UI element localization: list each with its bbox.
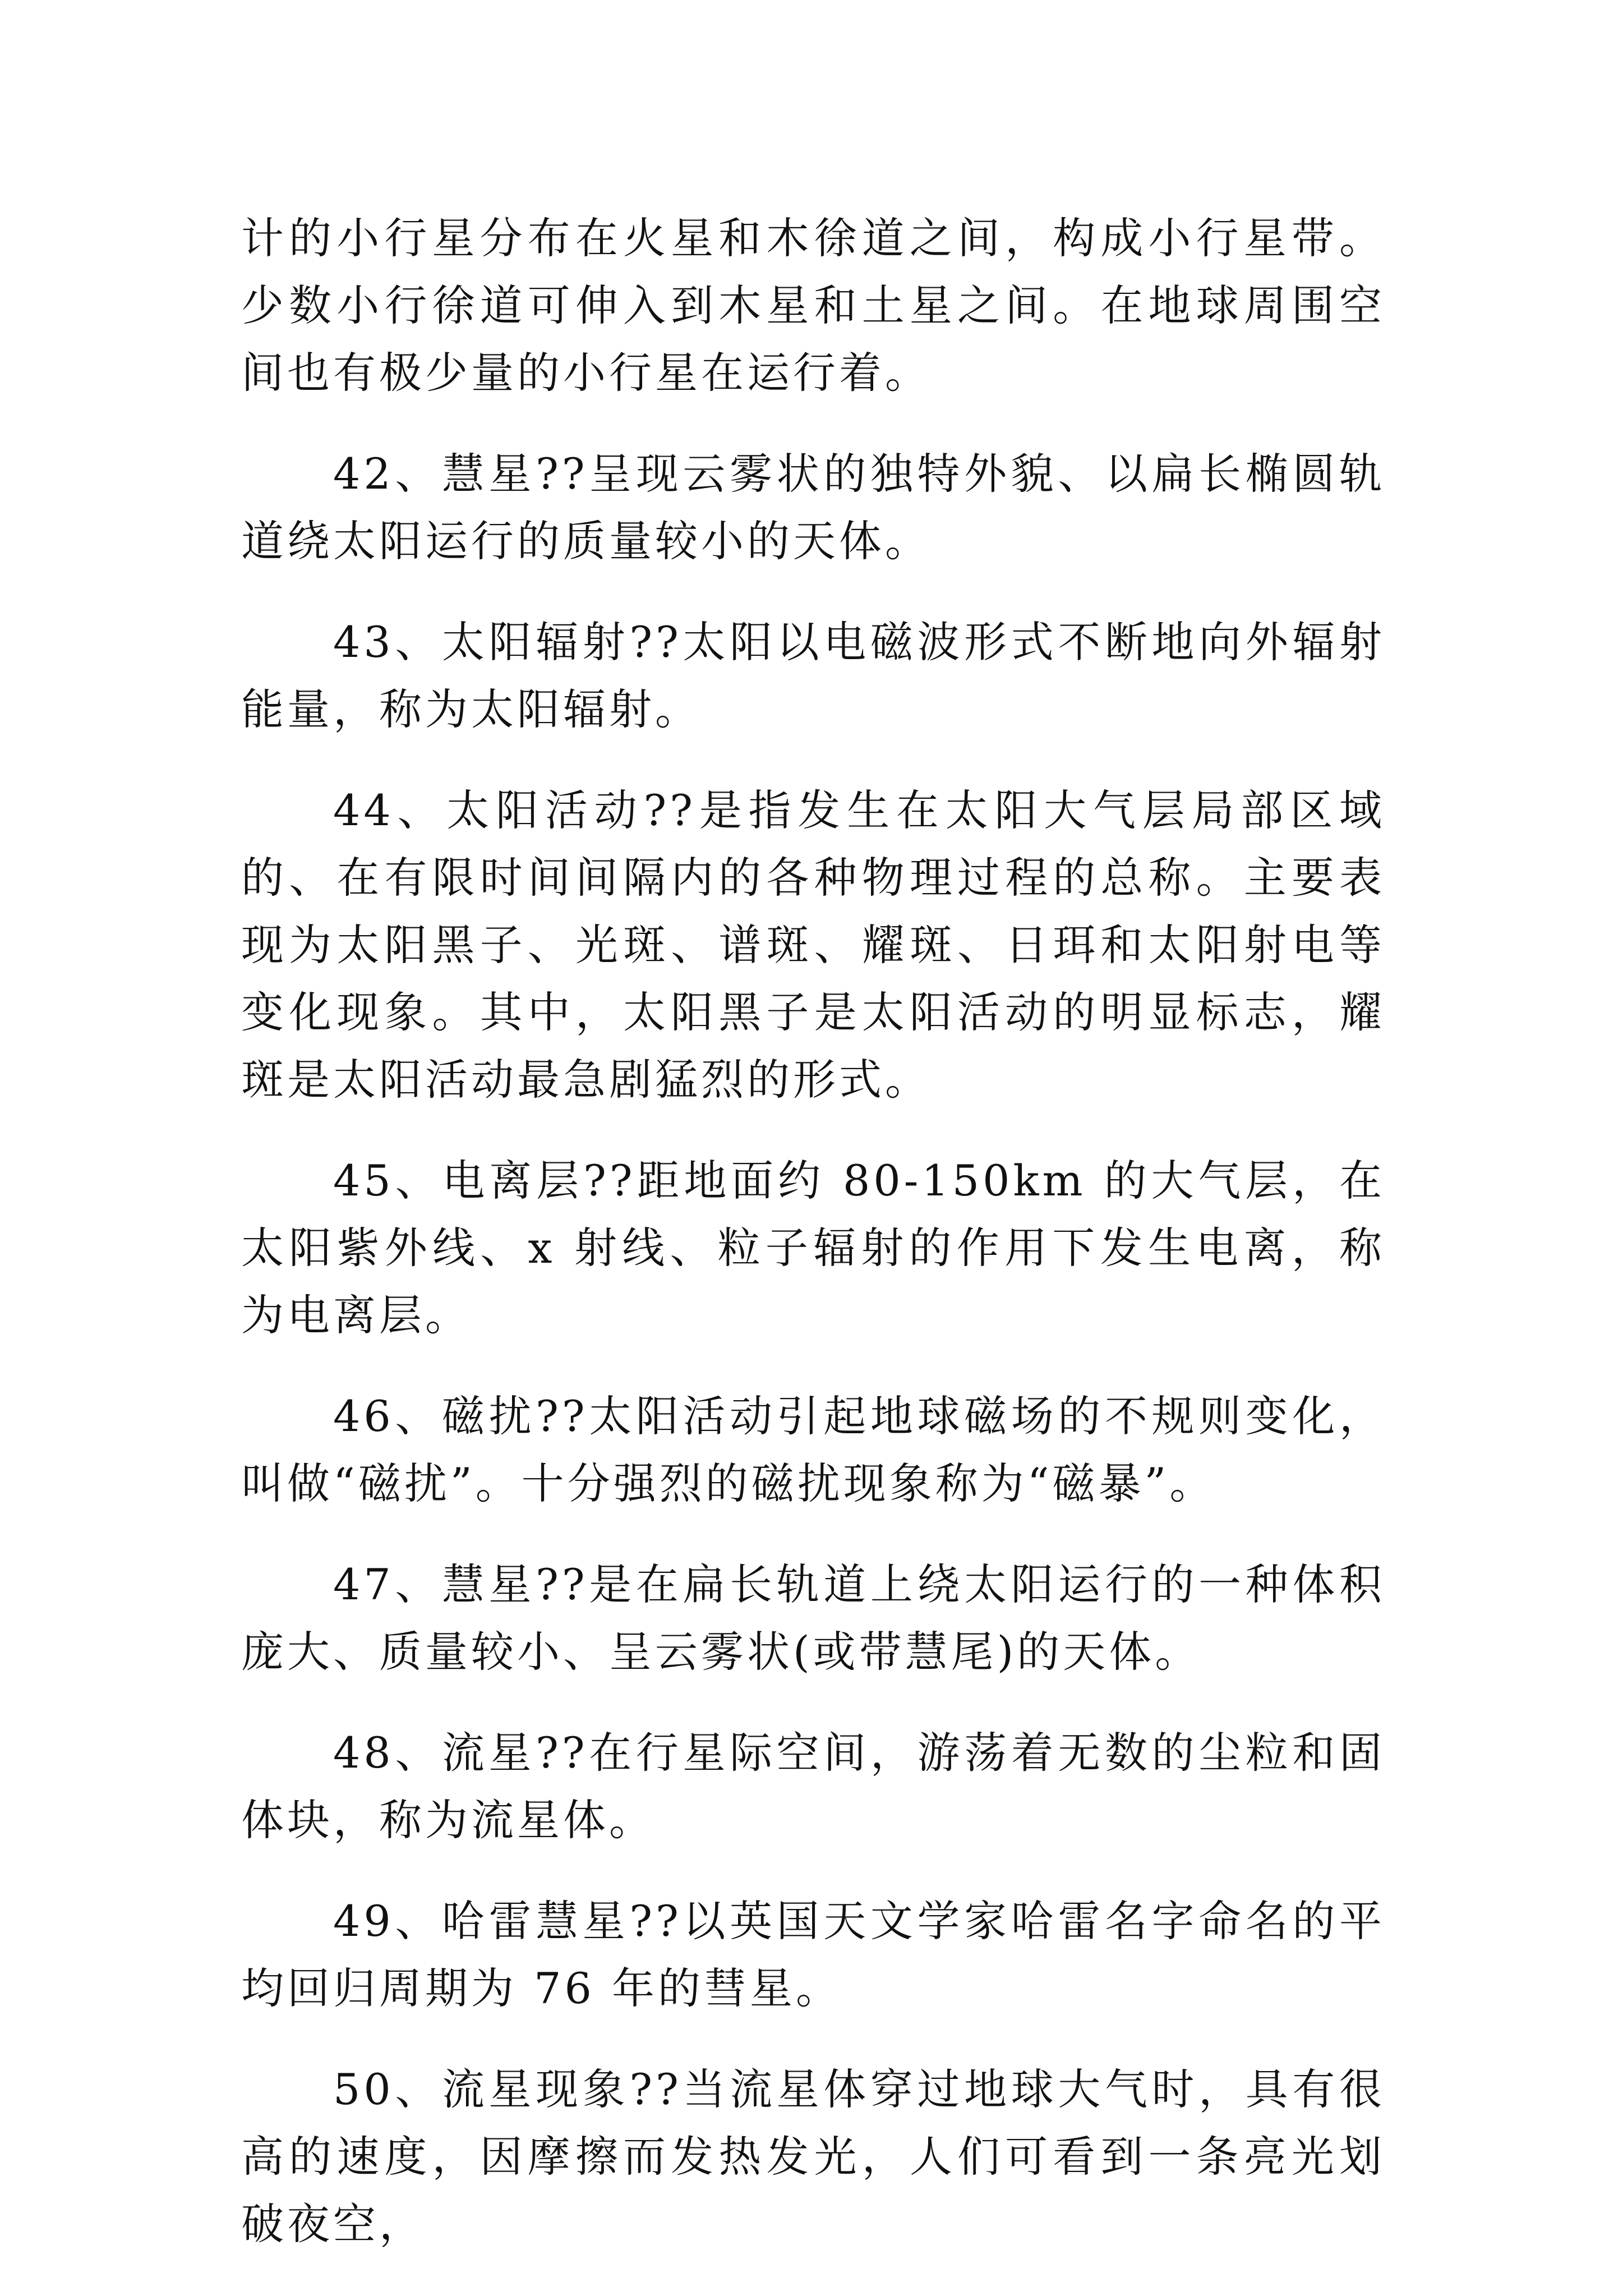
paragraph-asteroid-belt-continuation: 计的小行星分布在火星和木徐道之间，构成小行星带。少数小行徐道可伸入到木星和土星之间。在地球周围空间也有极少量的小行星在运行着。 <box>241 213 1385 398</box>
paragraph-44-solar-activity: 44、太阳活动??是指发生在太阳大气层局部区域的、在有限时间间隔内的各种物理过程的总称。主要表现为太阳黑子、光斑、谱斑、耀斑、日珥和太阳射电等变化现象。其中，太阳黑子是太阳活动的明显标志，耀斑是太阳活动最急剧猛烈的形式。 <box>241 785 1385 1105</box>
document-body <box>241 205 1385 2292</box>
paragraph-45-ionosphere: 45、电离层??距地面约 80-150km 的大气层，在太阳紫外线、x 射线、粒子辐射的作用下发生电离，称为电离层。 <box>241 1156 1385 1340</box>
paragraph-50-meteor-phenomenon: 50、流星现象??当流星体穿过地球大气时，具有很高的速度，因摩擦而发热发光，人们可看到一条亮光划破夜空， <box>241 2064 1385 2249</box>
paragraph-42-comet: 42、慧星??呈现云雾状的独特外貌、以扁长椭圆轨道绕太阳运行的质量较小的天体。 <box>241 449 1385 566</box>
paragraph-49-halley-comet: 49、哈雷慧星??以英国天文学家哈雷名字命名的平均回归周期为 76 年的彗星。 <box>241 1896 1385 2013</box>
paragraph-47-comet: 47、慧星??是在扁长轨道上绕太阳运行的一种体积庞大、质量较小、呈云雾状(或带慧尾)的天体。 <box>241 1559 1385 1677</box>
paragraph-46-magnetic-disturbance: 46、磁扰??太阳活动引起地球磁场的不规则变化，叫做“磁扰”。十分强烈的磁扰现象称为“磁暴”。 <box>241 1391 1385 1508</box>
paragraph-48-meteoroid: 48、流星??在行星际空间，游荡着无数的尘粒和固体块，称为流星体。 <box>241 1728 1385 1845</box>
paragraph-43-solar-radiation: 43、太阳辐射??太阳以电磁波形式不断地向外辐射能量，称为太阳辐射。 <box>241 617 1385 734</box>
